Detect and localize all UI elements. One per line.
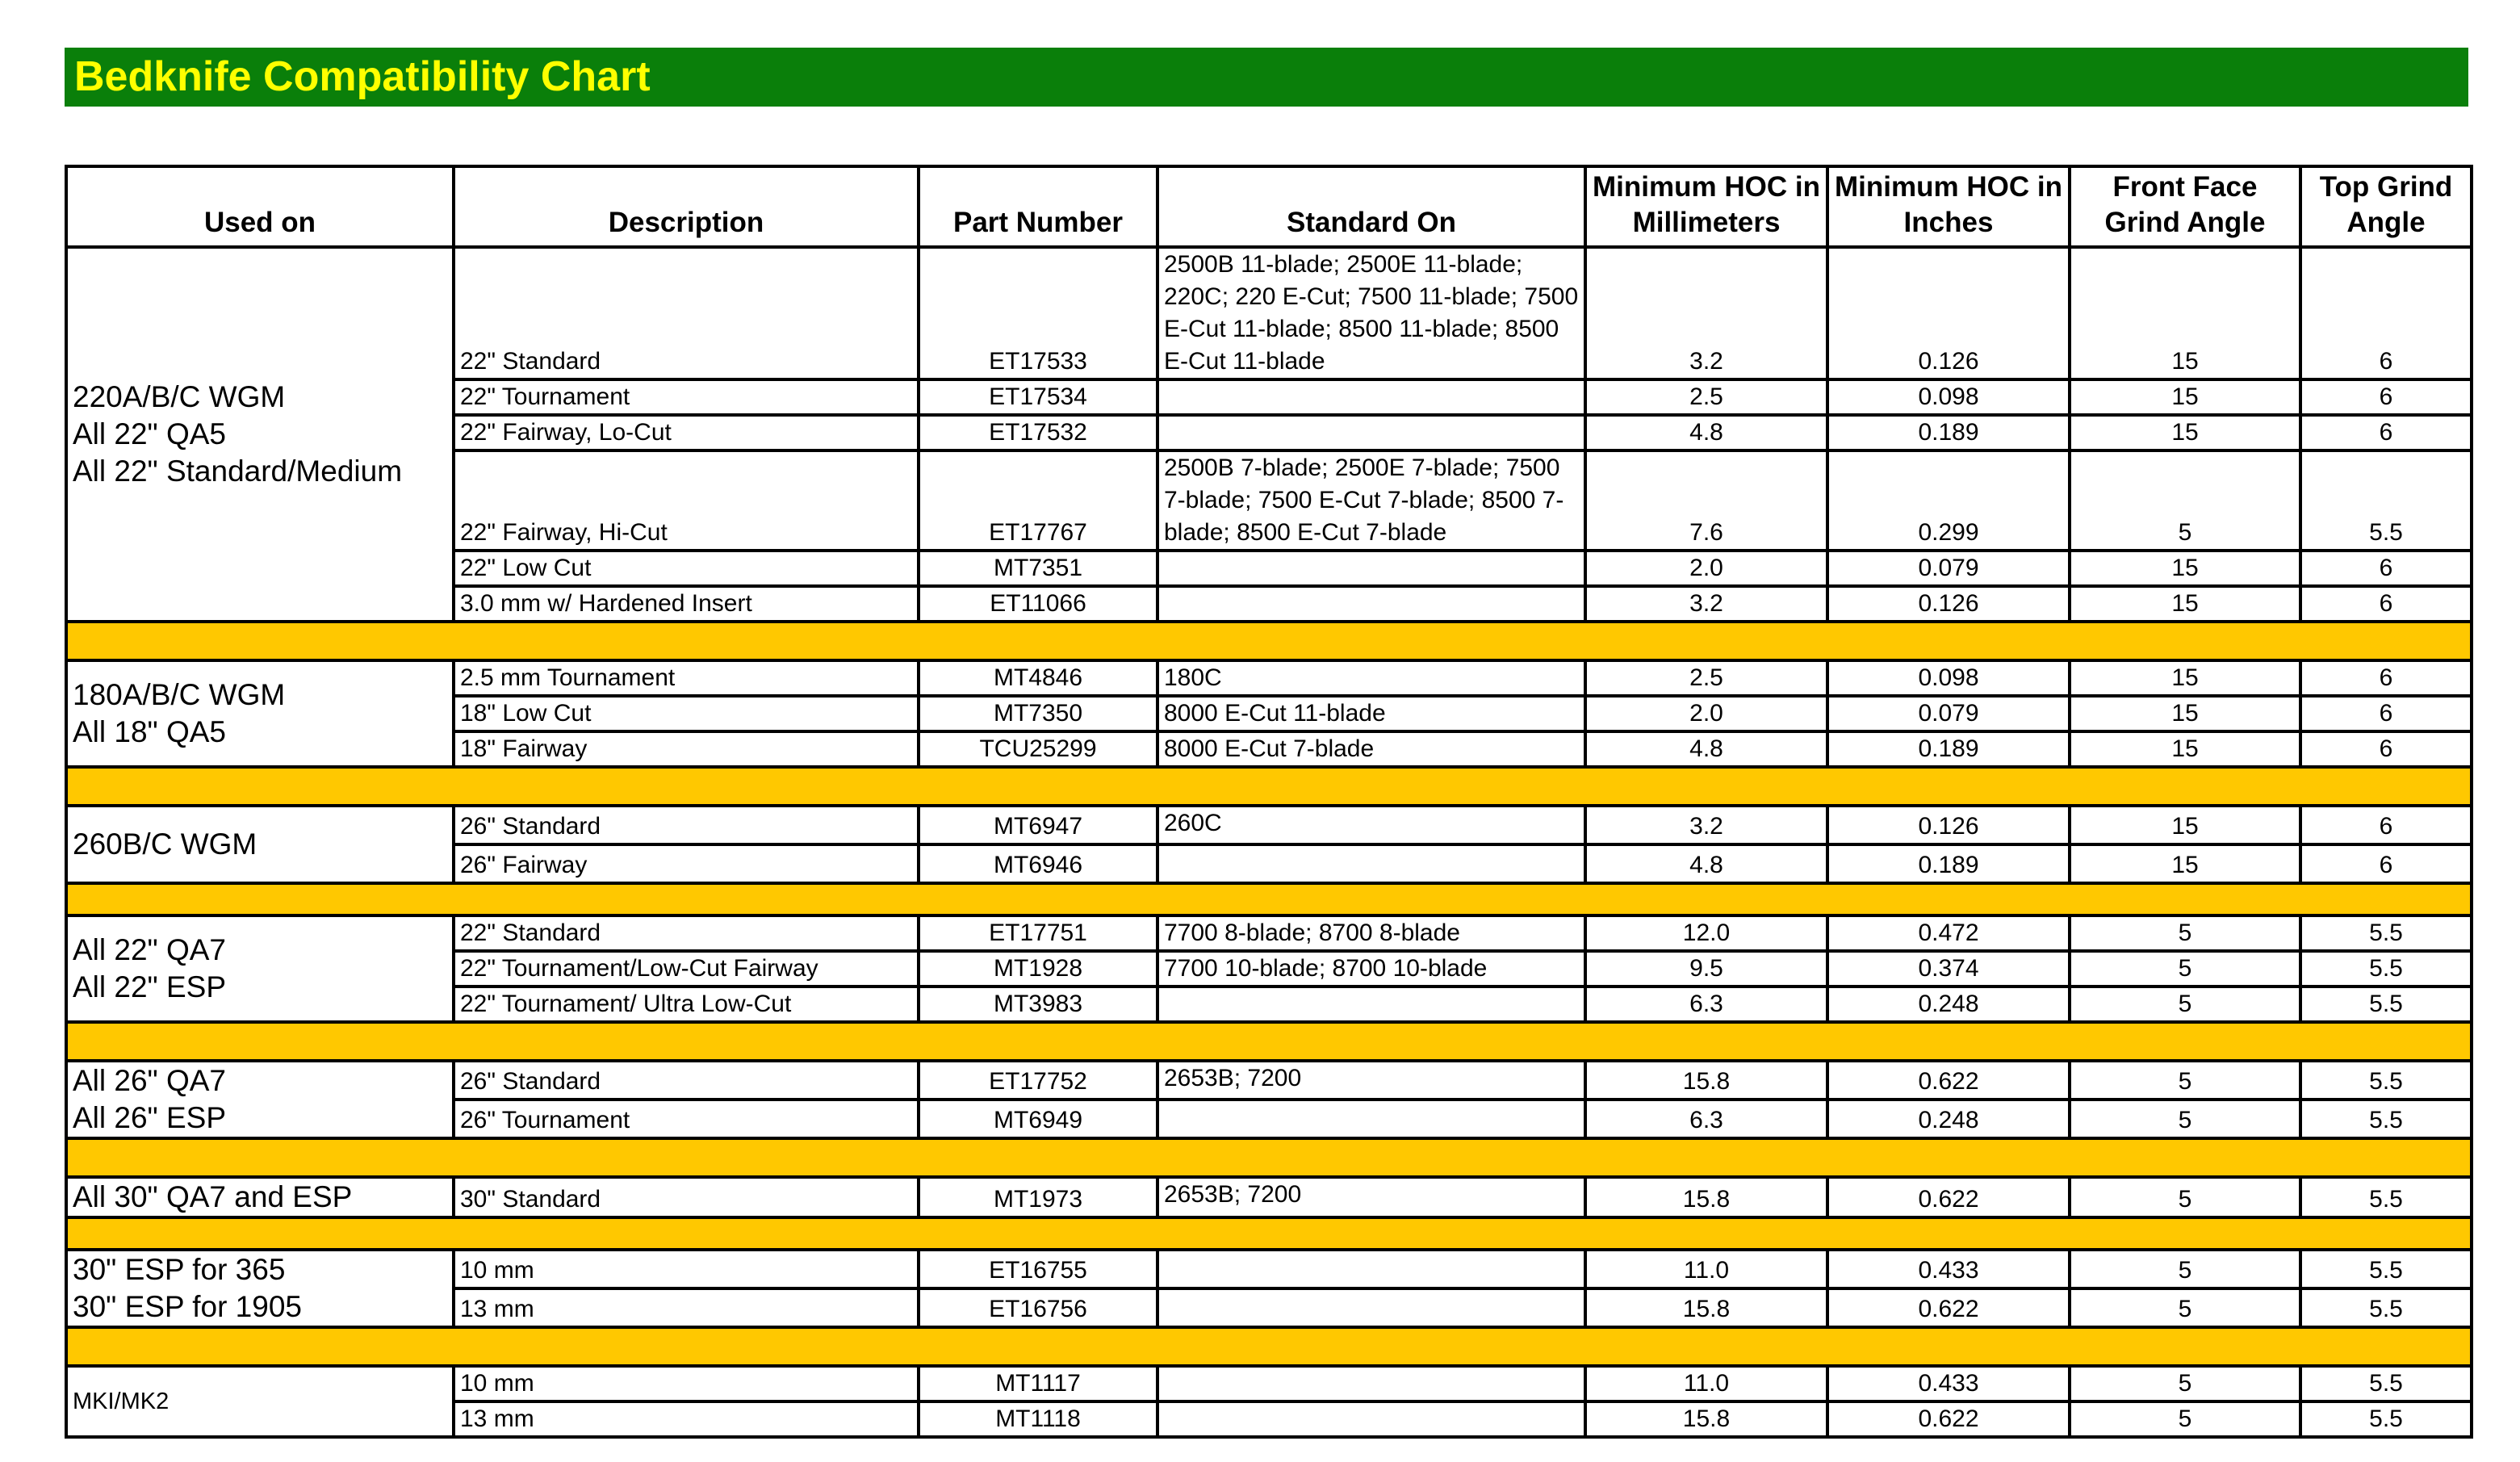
front-angle-cell: 5 [2070,987,2300,1022]
front-angle-cell: 5 [2070,951,2300,987]
used-on-line: 30" ESP for 365 [73,1253,286,1286]
used-on-cell [66,1366,454,1437]
hoc-in-cell: 0.622 [1827,1061,2070,1100]
hoc-in-cell: 0.079 [1827,551,2070,586]
standard-on-cell [1157,1288,1585,1327]
separator-bar [66,622,2472,660]
front-angle-cell: 5 [2070,1061,2300,1100]
description-cell: 22" Low Cut [454,551,919,586]
part-number-cell: ET16756 [919,1288,1157,1327]
hoc-mm-cell: 2.0 [1585,551,1827,586]
standard-on-cell: 2653B; 7200 [1157,1061,1585,1100]
hoc-in-cell: 0.374 [1827,951,2070,987]
title-bar [65,48,2468,107]
part-number-cell: MT6947 [919,806,1157,844]
hoc-in-cell: 0.248 [1827,1100,2070,1138]
description-cell: 22" Standard [454,915,919,951]
standard-on-cell: 7700 10-blade; 8700 10-blade [1157,951,1585,987]
part-number-cell: MT6949 [919,1100,1157,1138]
used-on-line: All 22" QA5 [73,417,227,450]
used-on-cell [66,915,454,1022]
description-cell: 22" Fairway, Hi-Cut [454,450,919,551]
top-angle-cell: 5.5 [2300,1401,2472,1437]
part-number-cell: ET17751 [919,915,1157,951]
standard-on-cell [1157,844,1585,883]
hoc-in-cell: 0.433 [1827,1250,2070,1288]
hoc-in-cell: 0.622 [1827,1288,2070,1327]
description-cell: 22" Fairway, Lo-Cut [454,415,919,450]
hoc-mm-cell: 4.8 [1585,731,1827,767]
used-on-cell [66,660,454,767]
part-number-cell: ET17532 [919,415,1157,450]
top-angle-cell: 5.5 [2300,915,2472,951]
hoc-in-cell: 0.472 [1827,915,2070,951]
used-on-line: All 22" QA7 [73,933,227,966]
used-on-line: All 22" ESP [73,970,227,1003]
standard-on-cell: 2500B 7-blade; 2500E 7-blade; 7500 7-blade; 7500 E-Cut 7-blade; 8500 7-blade; 8500 E-Cut 7-blade [1157,450,1585,551]
front-angle-cell: 5 [2070,1177,2300,1217]
group-separator [66,883,2472,915]
table-row [66,915,2472,951]
separator-bar [66,1327,2472,1366]
used-on-line: 260B/C WGM [73,827,257,861]
front-angle-cell: 15 [2070,731,2300,767]
separator-bar [66,1022,2472,1061]
top-angle-cell: 6 [2300,415,2472,450]
description-cell: 22" Tournament/Low-Cut Fairway [454,951,919,987]
table-body [66,247,2472,1437]
front-angle-cell: 5 [2070,1366,2300,1401]
hoc-in-cell: 0.622 [1827,1401,2070,1437]
description-cell: 13 mm [454,1401,919,1437]
description-cell: 22" Standard [454,247,919,379]
hoc-mm-cell: 15.8 [1585,1177,1827,1217]
part-number-cell: MT6946 [919,844,1157,883]
used-on-cell [66,1061,454,1138]
front-angle-cell: 15 [2070,696,2300,731]
used-on-line: All 30" QA7 and ESP [73,1180,353,1213]
part-number-cell: MT7350 [919,696,1157,731]
used-on-line: 220A/B/C WGM [73,380,286,413]
top-angle-cell: 6 [2300,844,2472,883]
standard-on-cell [1157,987,1585,1022]
group-separator [66,767,2472,806]
standard-on-cell: 7700 8-blade; 8700 8-blade [1157,915,1585,951]
description-cell: 10 mm [454,1250,919,1288]
hoc-in-cell: 0.189 [1827,844,2070,883]
part-number-cell: ET17767 [919,450,1157,551]
used-on-line: All 22" Standard/Medium [73,455,403,488]
part-number-cell: MT7351 [919,551,1157,586]
standard-on-cell [1157,1250,1585,1288]
hoc-mm-cell: 4.8 [1585,844,1827,883]
front-angle-cell: 15 [2070,247,2300,379]
hoc-in-cell: 0.098 [1827,660,2070,696]
group-separator [66,622,2472,660]
hoc-mm-cell: 15.8 [1585,1401,1827,1437]
standard-on-cell [1157,415,1585,450]
top-angle-cell: 5.5 [2300,1177,2472,1217]
description-cell: 10 mm [454,1366,919,1401]
front-angle-cell: 15 [2070,844,2300,883]
used-on-line: All 18" QA5 [73,715,227,748]
hoc-in-cell: 0.126 [1827,806,2070,844]
top-angle-cell: 6 [2300,379,2472,415]
header-hoc-in: Minimum HOC in Inches [1827,166,2070,247]
standard-on-cell [1157,551,1585,586]
used-on-cell [66,806,454,883]
compatibility-table [65,165,2473,1439]
front-angle-cell: 15 [2070,551,2300,586]
hoc-mm-cell: 12.0 [1585,915,1827,951]
page-title: Bedknife Compatibility Chart [74,53,651,100]
standard-on-cell [1157,1366,1585,1401]
part-number-cell: TCU25299 [919,731,1157,767]
hoc-mm-cell: 9.5 [1585,951,1827,987]
standard-on-cell: 8000 E-Cut 7-blade [1157,731,1585,767]
description-cell: 22" Tournament/ Ultra Low-Cut [454,987,919,1022]
front-angle-cell: 15 [2070,379,2300,415]
header-used-on: Used on [66,166,454,247]
front-angle-cell: 5 [2070,450,2300,551]
standard-on-cell [1157,586,1585,622]
top-angle-cell: 5.5 [2300,1288,2472,1327]
hoc-in-cell: 0.126 [1827,586,2070,622]
hoc-in-cell: 0.622 [1827,1177,2070,1217]
used-on-line: All 26" QA7 [73,1064,227,1097]
used-on-line: 30" ESP for 1905 [73,1290,302,1323]
hoc-in-cell: 0.189 [1827,731,2070,767]
standard-on-cell: 8000 E-Cut 11-blade [1157,696,1585,731]
part-number-cell: ET17534 [919,379,1157,415]
description-cell: 26" Standard [454,1061,919,1100]
header-part-number: Part Number [919,166,1157,247]
standard-on-cell: 180C [1157,660,1585,696]
part-number-cell: MT1973 [919,1177,1157,1217]
hoc-in-cell: 0.126 [1827,247,2070,379]
hoc-in-cell: 0.433 [1827,1366,2070,1401]
front-angle-cell: 15 [2070,806,2300,844]
used-on-cell [66,1177,454,1217]
part-number-cell: ET16755 [919,1250,1157,1288]
standard-on-cell [1157,1100,1585,1138]
top-angle-cell: 5.5 [2300,1366,2472,1401]
part-number-cell: MT1118 [919,1401,1157,1437]
used-on-cell [66,1250,454,1327]
group-separator [66,1022,2472,1061]
hoc-mm-cell: 3.2 [1585,586,1827,622]
part-number-cell: ET11066 [919,586,1157,622]
standard-on-cell: 2653B; 7200 [1157,1177,1585,1217]
front-angle-cell: 15 [2070,660,2300,696]
standard-on-cell [1157,1401,1585,1437]
front-angle-cell: 5 [2070,1401,2300,1437]
hoc-mm-cell: 2.5 [1585,379,1827,415]
separator-bar [66,1217,2472,1250]
standard-on-cell [1157,379,1585,415]
table-row [66,660,2472,696]
separator-bar [66,1138,2472,1177]
description-cell: 26" Fairway [454,844,919,883]
hoc-mm-cell: 6.3 [1585,1100,1827,1138]
separator-bar [66,767,2472,806]
group-separator [66,1327,2472,1366]
description-cell: 22" Tournament [454,379,919,415]
description-cell: 30" Standard [454,1177,919,1217]
hoc-mm-cell: 15.8 [1585,1061,1827,1100]
top-angle-cell: 5.5 [2300,1100,2472,1138]
table-row [66,1177,2472,1217]
front-angle-cell: 15 [2070,586,2300,622]
hoc-mm-cell: 15.8 [1585,1288,1827,1327]
part-number-cell: MT1117 [919,1366,1157,1401]
standard-on-cell: 260C [1157,806,1585,844]
hoc-in-cell: 0.079 [1827,696,2070,731]
header-hoc-mm: Minimum HOC in Millimeters [1585,166,1827,247]
description-cell: 3.0 mm w/ Hardened Insert [454,586,919,622]
part-number-cell: ET17752 [919,1061,1157,1100]
hoc-in-cell: 0.098 [1827,379,2070,415]
hoc-in-cell: 0.189 [1827,415,2070,450]
top-angle-cell: 6 [2300,551,2472,586]
header-standard-on: Standard On [1157,166,1585,247]
group-separator [66,1138,2472,1177]
description-cell: 2.5 mm Tournament [454,660,919,696]
hoc-mm-cell: 3.2 [1585,806,1827,844]
top-angle-cell: 5.5 [2300,1250,2472,1288]
header-description: Description [454,166,919,247]
part-number-cell: MT1928 [919,951,1157,987]
front-angle-cell: 5 [2070,1288,2300,1327]
front-angle-cell: 5 [2070,915,2300,951]
top-angle-cell: 6 [2300,660,2472,696]
header-front-face-angle: Front Face Grind Angle [2070,166,2300,247]
standard-on-cell: 2500B 11-blade; 2500E 11-blade; 220C; 220 E-Cut; 7500 11-blade; 7500 E-Cut 11-blade; 8500 11-blade; 8500 E-Cut 11-blade [1157,247,1585,379]
table-row [66,247,2472,379]
table-row [66,1366,2472,1401]
part-number-cell: MT4846 [919,660,1157,696]
top-angle-cell: 6 [2300,247,2472,379]
used-on-line: 180A/B/C WGM [73,678,286,711]
table-row [66,806,2472,844]
description-cell: 18" Low Cut [454,696,919,731]
header-top-grind-angle: Top Grind Angle [2300,166,2472,247]
hoc-mm-cell: 3.2 [1585,247,1827,379]
description-cell: 13 mm [454,1288,919,1327]
description-cell: 18" Fairway [454,731,919,767]
group-separator [66,1217,2472,1250]
hoc-in-cell: 0.299 [1827,450,2070,551]
hoc-mm-cell: 4.8 [1585,415,1827,450]
description-cell: 26" Tournament [454,1100,919,1138]
hoc-mm-cell: 2.0 [1585,696,1827,731]
used-on-line: MKI/MK2 [73,1389,170,1414]
top-angle-cell: 5.5 [2300,987,2472,1022]
header-row [66,166,2472,247]
top-angle-cell: 6 [2300,696,2472,731]
hoc-mm-cell: 6.3 [1585,987,1827,1022]
table-row [66,1061,2472,1100]
hoc-mm-cell: 2.5 [1585,660,1827,696]
hoc-mm-cell: 11.0 [1585,1366,1827,1401]
top-angle-cell: 6 [2300,731,2472,767]
used-on-cell [66,247,454,622]
top-angle-cell: 6 [2300,586,2472,622]
top-angle-cell: 5.5 [2300,450,2472,551]
hoc-mm-cell: 11.0 [1585,1250,1827,1288]
top-angle-cell: 5.5 [2300,951,2472,987]
hoc-in-cell: 0.248 [1827,987,2070,1022]
top-angle-cell: 5.5 [2300,1061,2472,1100]
front-angle-cell: 15 [2070,415,2300,450]
front-angle-cell: 5 [2070,1100,2300,1138]
part-number-cell: ET17533 [919,247,1157,379]
table-row [66,1250,2472,1288]
used-on-line: All 26" ESP [73,1101,227,1134]
separator-bar [66,883,2472,915]
part-number-cell: MT3983 [919,987,1157,1022]
hoc-mm-cell: 7.6 [1585,450,1827,551]
top-angle-cell: 6 [2300,806,2472,844]
description-cell: 26" Standard [454,806,919,844]
front-angle-cell: 5 [2070,1250,2300,1288]
